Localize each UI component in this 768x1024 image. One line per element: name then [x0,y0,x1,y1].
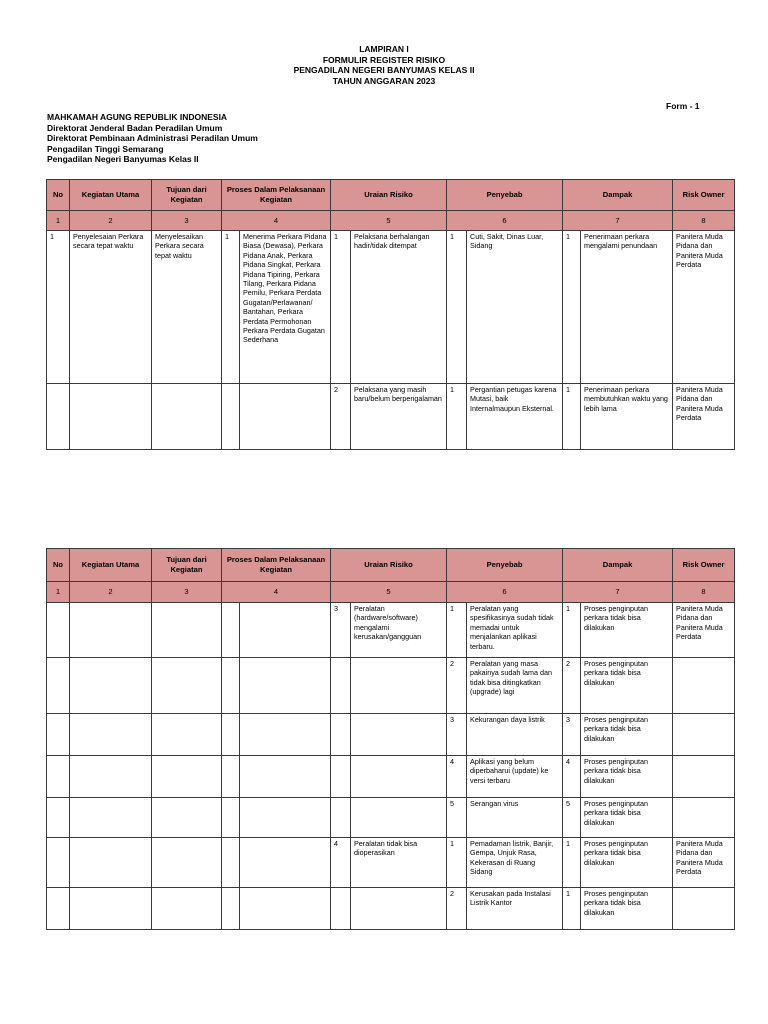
cell-uraian [351,888,447,930]
risk-register-table-2 [46,548,735,930]
col-number: 5 [331,211,447,231]
cell-proses [240,384,331,450]
cell-uraian: Peralatan tidak bisa dioperasikan [351,838,447,888]
cell-penyebab: Peralatan yang masa pakainya sudah lama dan tidak bisa ditingkatkan (upgrade) lagi [467,658,563,714]
col-number: 7 [563,211,673,231]
header-uraian: Uraian Risiko [331,180,447,211]
cell-dampak: Proses penginputan perkara tidak bisa dilakukan [581,888,673,930]
col-number: 2 [70,211,152,231]
cell-dampak: Proses penginputan perkara tidak bisa dilakukan [581,603,673,658]
cell-dampak-no: 1 [563,888,581,930]
org-line-3: Direktorat Pembinaan Administrasi Peradilan Umum [47,133,258,144]
col-number: 8 [673,582,735,603]
title-line-3: PENGADILAN NEGERI BANYUMAS KELAS II [293,65,475,75]
title-line-4: TAHUN ANGGARAN 2023 [332,75,436,86]
cell-owner: Panitera Muda Pidana dan Panitera Muda Perdata [673,231,735,384]
title-line-1: LAMPIRAN I [359,44,409,54]
header-owner: Risk Owner [673,549,735,582]
header-kegiatan: Kegiatan Utama [70,549,152,582]
cell-dampak-no: 1 [563,603,581,658]
cell-owner [673,658,735,714]
cell-tujuan: Menyelesaikan Perkara secara tepat waktu [152,231,222,384]
cell-penyebab-no: 1 [447,838,467,888]
cell-proses-no [222,384,240,450]
form-label: Form - 1 [666,101,700,111]
col-number: 4 [222,582,331,603]
cell-uraian-no: 1 [331,231,351,384]
header-proses: Proses Dalam Pelaksanaan Kegiatan [222,549,331,582]
cell-penyebab: Kekurangan daya listrik [467,714,563,756]
cell-penyebab: Pemadaman listrik, Banjir, Gempa, Unjuk Rasa, Kekerasan di Ruang Sidang [467,838,563,888]
col-number: 1 [47,211,70,231]
cell-uraian-no: 3 [331,603,351,658]
cell-owner [673,714,735,756]
cell-penyebab-no: 1 [447,603,467,658]
header-penyebab: Penyebab [447,180,563,211]
cell-uraian: Peralatan (hardware/software) mengalami kerusakan/gangguan [351,603,447,658]
header-kegiatan: Kegiatan Utama [70,180,152,211]
cell-tujuan [152,384,222,450]
cell-dampak: Proses penginputan perkara tidak bisa dilakukan [581,756,673,798]
cell-penyebab: Serangan virus [467,798,563,838]
col-number: 6 [447,582,563,603]
cell-uraian: Pelaksana berhalangan hadir/tidak ditempat [351,231,447,384]
cell-penyebab: Kerusakan pada Instalasi Listrik Kantor [467,888,563,930]
cell-penyebab-no: 3 [447,714,467,756]
column-number-row [47,582,735,603]
cell-kegiatan [70,384,152,450]
org-line-1: MAHKAMAH AGUNG REPUBLIK INDONESIA [47,112,228,122]
cell-dampak-no: 1 [563,838,581,888]
risk-register-table-1 [46,179,735,450]
col-number: 8 [673,211,735,231]
col-number: 5 [331,582,447,603]
header-no: No [47,549,70,582]
cell-owner: Panitera Muda Pidana dan Panitera Muda Perdata [673,603,735,658]
col-number: 2 [70,582,152,603]
cell-penyebab-no: 5 [447,798,467,838]
cell-owner: Panitera Muda Pidana dan Panitera Muda Perdata [673,838,735,888]
cell-penyebab: Cuti, Sakit, Dinas Luar, Sidang [467,231,563,384]
cell-penyebab: Peralatan yang spesifikasinya sudah tidak memadai untuk menjalankan aplikasi terbaru. [467,603,563,658]
cell-penyebab: Pergantian petugas karena Mutasi, baik Internalmaupun Eksternal. [467,384,563,450]
header-tujuan: Tujuan dari Kegiatan [152,180,222,211]
cell-owner [673,756,735,798]
header-uraian: Uraian Risiko [331,549,447,582]
table-row [47,658,735,714]
cell-dampak: Proses penginputan perkara tidak bisa dilakukan [581,838,673,888]
cell-penyebab-no: 1 [447,231,467,384]
cell-penyebab-no: 2 [447,888,467,930]
table-row [47,714,735,756]
cell-dampak-no: 1 [563,384,581,450]
col-number: 3 [152,211,222,231]
cell-uraian: Pelaksana yang masih baru/belum berpengalaman [351,384,447,450]
cell-dampak: Penerimaan perkara mengalami penundaan [581,231,673,384]
document-title [0,44,768,86]
cell-dampak-no: 2 [563,658,581,714]
cell-uraian-no [331,756,351,798]
table-row [47,838,735,888]
table-row [47,756,735,798]
cell-penyebab-no: 4 [447,756,467,798]
header-tujuan: Tujuan dari Kegiatan [152,549,222,582]
col-number: 6 [447,211,563,231]
col-number: 1 [47,582,70,603]
cell-dampak-no: 5 [563,798,581,838]
table-header-row [47,549,735,582]
cell-uraian [351,756,447,798]
cell-uraian-no [331,658,351,714]
org-line-5: Pengadilan Negeri Banyumas Kelas II [47,154,199,165]
col-number: 3 [152,582,222,603]
header-proses: Proses Dalam Pelaksanaan Kegiatan [222,180,331,211]
title-line-2: FORMULIR REGISTER RISIKO [322,54,446,65]
cell-uraian [351,798,447,838]
cell-uraian [351,714,447,756]
table-row [47,603,735,658]
cell-uraian-no [331,888,351,930]
col-number: 4 [222,211,331,231]
cell-dampak-no: 4 [563,756,581,798]
cell-uraian-no [331,714,351,756]
cell-owner [673,888,735,930]
table-row [47,231,735,384]
cell-dampak: Penerimaan perkara membutuhkan waktu yang lebih lama [581,384,673,450]
cell-no [47,384,70,450]
cell-penyebab: Aplikasi yang belum diperbaharui (update) ke versi terbaru [467,756,563,798]
org-line-4: Pengadilan Tinggi Semarang [47,143,164,154]
cell-owner [673,798,735,838]
cell-owner: Panitera Muda Pidana dan Panitera Muda Perdata [673,384,735,450]
cell-proses: Menerima Perkara Pidana Biasa (Dewasa), Perkara Pidana Anak, Perkara Pidana Singkat, Perkara Pidana Tipiring, Perkara Tilang, Perkara Pidana Pemilu, Perkara Perdata Gugatan/Perlawanan/ Bantahan, Perkara Perdata Permohonan Perkara Perdata Gugatan Sederhana [240,231,331,384]
org-line-2: Direktorat Jenderal Badan Peradilan Umum [47,122,223,133]
organization-block [47,112,258,165]
cell-dampak-no: 3 [563,714,581,756]
cell-dampak-no: 1 [563,231,581,384]
cell-uraian [351,658,447,714]
table-row [47,888,735,930]
col-number: 7 [563,582,673,603]
table-row [47,384,735,450]
cell-penyebab-no: 1 [447,384,467,450]
cell-no: 1 [47,231,70,384]
cell-dampak: Proses penginputan perkara tidak bisa dilakukan [581,798,673,838]
table-row [47,798,735,838]
header-no: No [47,180,70,211]
header-dampak: Dampak [563,180,673,211]
cell-dampak: Proses penginputan perkara tidak bisa dilakukan [581,714,673,756]
table-header-row [47,180,735,211]
cell-dampak: Proses penginputan perkara tidak bisa dilakukan [581,658,673,714]
cell-penyebab-no: 2 [447,658,467,714]
header-owner: Risk Owner [673,180,735,211]
cell-proses-no: 1 [222,231,240,384]
header-dampak: Dampak [563,549,673,582]
cell-kegiatan: Penyelesaian Perkara secara tepat waktu [70,231,152,384]
cell-uraian-no: 4 [331,838,351,888]
column-number-row [47,211,735,231]
header-penyebab: Penyebab [447,549,563,582]
cell-uraian-no: 2 [331,384,351,450]
cell-uraian-no [331,798,351,838]
